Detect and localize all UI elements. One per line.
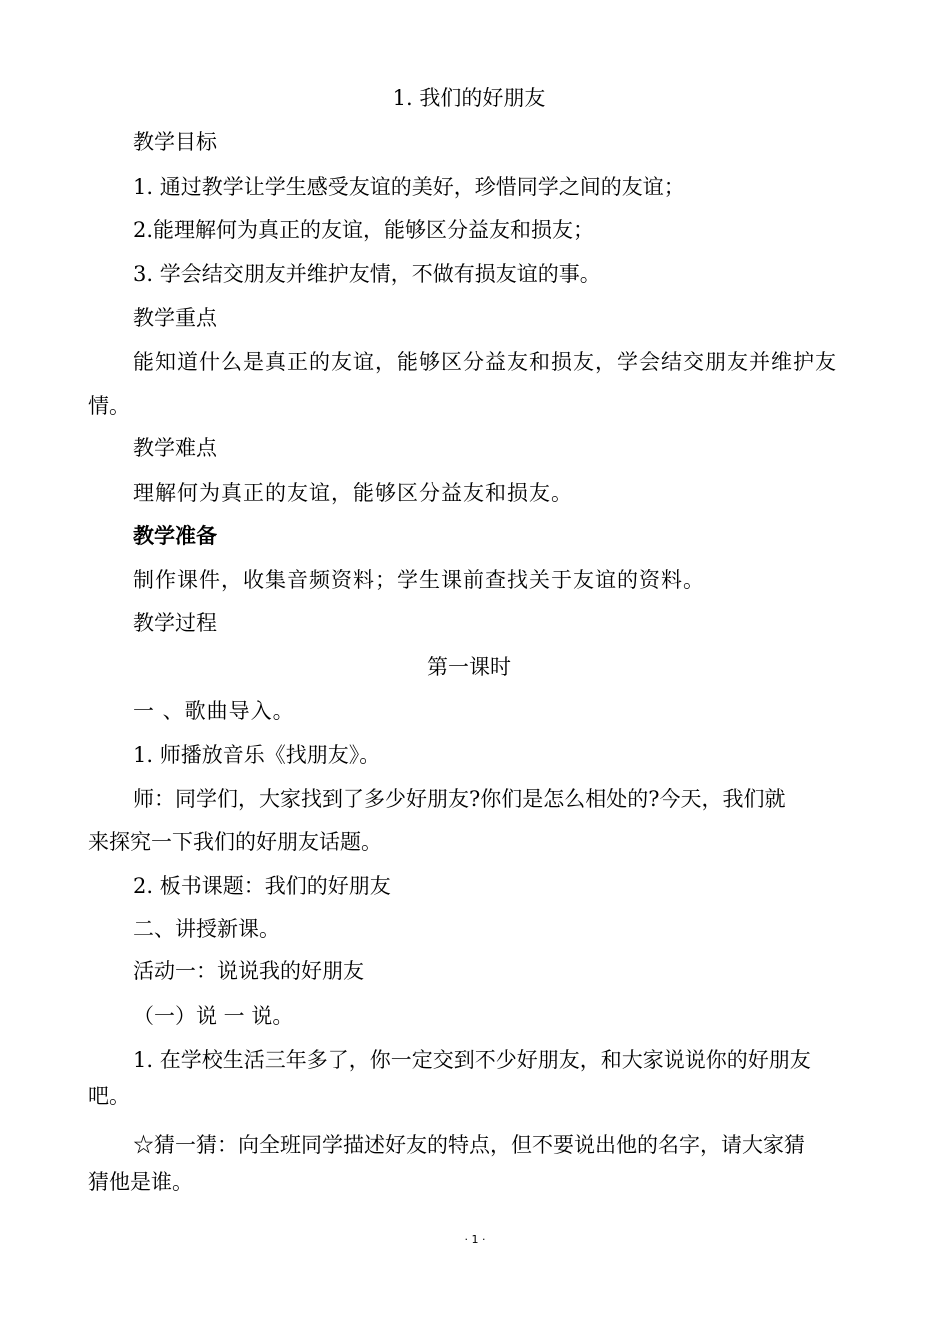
prep-heading: 教学准备 <box>133 523 217 548</box>
lesson-heading: 第一课时 <box>427 655 511 679</box>
step-2: 二、讲授新课。 <box>133 917 280 941</box>
prep-text: 制作课件，收集音频资料；学生课前查找关于友谊的资料。 <box>133 568 705 592</box>
goal-1: 1. 通过教学让学生感受友谊的美好，珍惜同学之间的友谊； <box>133 175 685 199</box>
teacher-line-2: 来探究一下我们的好朋友话题。 <box>88 830 382 854</box>
step-1-1: 1. 师播放音乐《找朋友》。 <box>133 743 381 767</box>
goal-3: 3. 学会结交朋友并维护友情，不做有损友谊的事。 <box>133 262 601 286</box>
teacher-line-1: 师：同学们，大家找到了多少好朋友?你们是怎么相处的?今天，我们就 <box>133 787 786 811</box>
process-heading: 教学过程 <box>133 611 217 635</box>
guess-line-2: 猜他是谁。 <box>88 1170 193 1194</box>
sub-section-1: （一）说 一 说。 <box>133 1004 294 1028</box>
item-1-line-2: 吧。 <box>88 1084 130 1108</box>
item-1-line-1: 1. 在学校生活三年多了，你一定交到不少好朋友，和大家说说你的好朋友 <box>133 1048 811 1072</box>
key-text-line-2: 情。 <box>88 394 130 418</box>
activity-1: 活动一：说说我的好朋友 <box>133 959 364 983</box>
guess-line-1: ☆猜一猜：向全班同学描述好友的特点，但不要说出他的名字，请大家猜 <box>133 1133 805 1157</box>
difficulty-text: 理解何为真正的友谊，能够区分益友和损友。 <box>133 481 573 505</box>
step-1-2: 2. 板书课题：我们的好朋友 <box>133 874 391 898</box>
page-number: · 1 · <box>464 1233 486 1246</box>
key-heading: 教学重点 <box>133 306 217 330</box>
step-1: 一 、歌曲导入。 <box>133 699 295 723</box>
key-text-line-1: 能知道什么是真正的友谊，能够区分益友和损友，学会结交朋友并维护友 <box>133 350 837 374</box>
document-title: 1. 我们的好朋友 <box>392 86 546 110</box>
goal-2: 2.能理解何为真正的友谊，能够区分益友和损友； <box>133 218 595 242</box>
goals-heading: 教学目标 <box>133 130 217 154</box>
difficulty-heading: 教学难点 <box>133 436 217 460</box>
